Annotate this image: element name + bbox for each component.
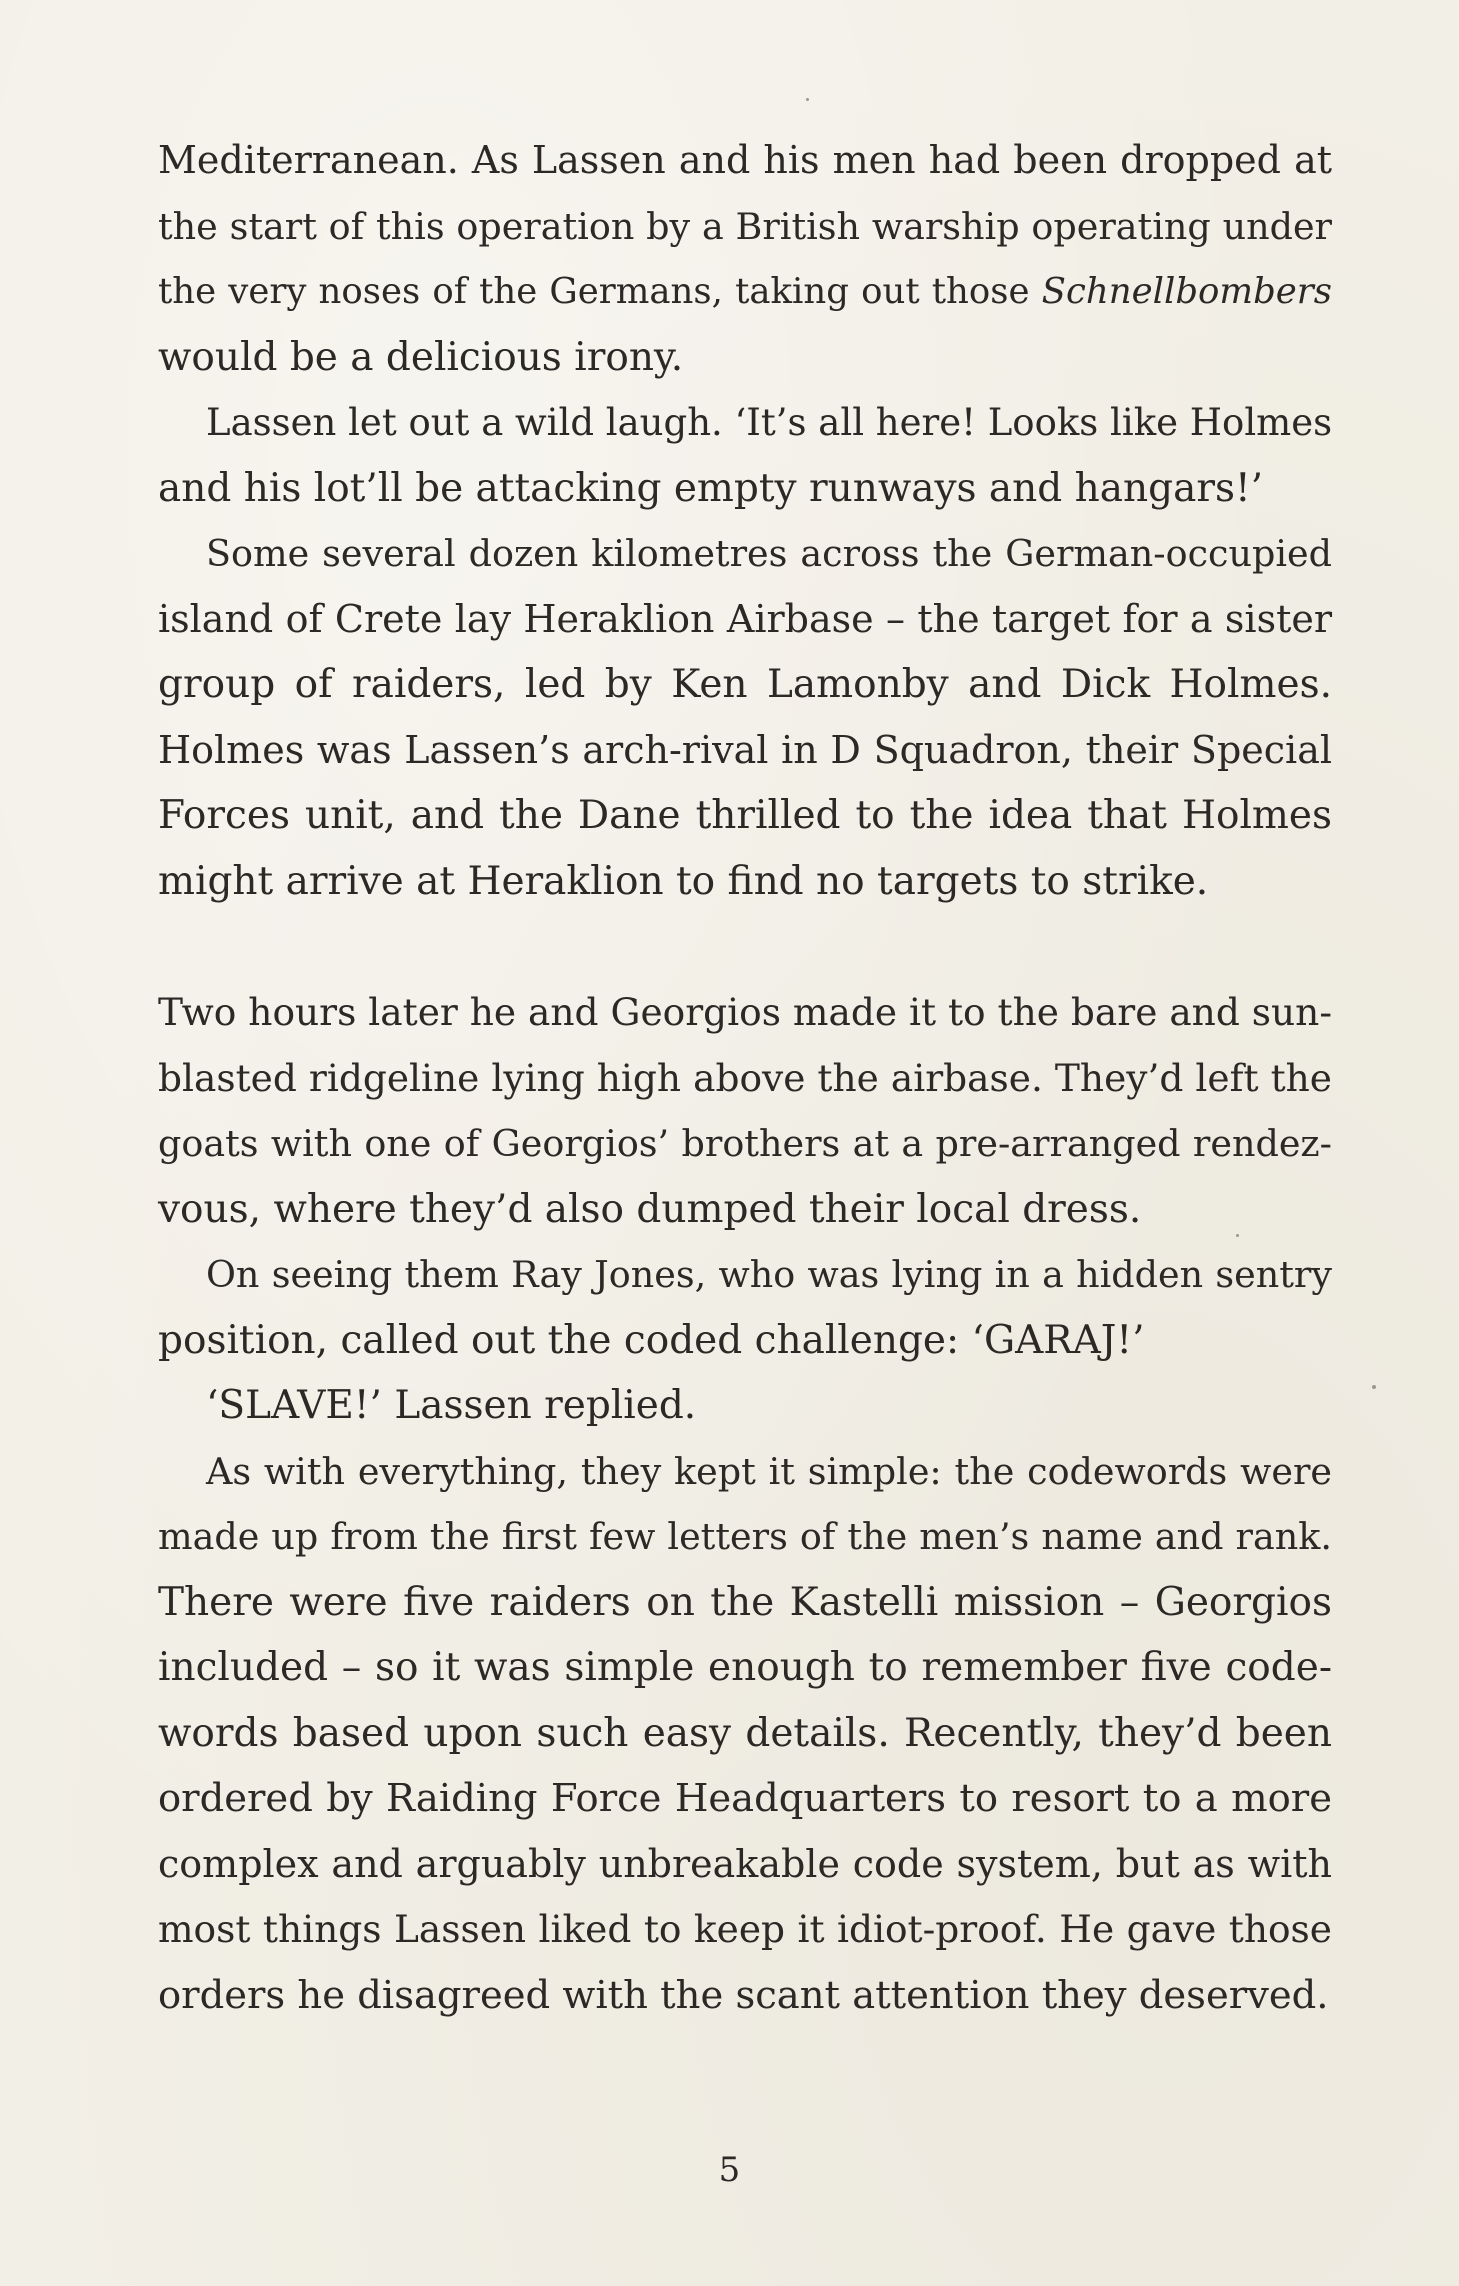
text-line: There were five raiders on the Kastelli mission – Georgios <box>158 1579 1332 1625</box>
text-block-upper <box>158 128 1332 914</box>
text-block-lower <box>158 980 1332 2028</box>
text-line: ordered by Raiding Force Headquarters to resort to a more <box>158 1776 1332 1821</box>
text-line: most things Lassen liked to keep it idiot-proof. He gave those <box>158 1907 1332 1951</box>
page-number: 5 <box>718 2150 741 2190</box>
text-line: orders he disagreed with the scant attention they deserved. <box>158 1972 1329 2018</box>
text-line: words based upon such easy details. Recently, they’d been <box>158 1710 1332 1756</box>
paper-speck <box>1372 1385 1376 1389</box>
text-line: Holmes was Lassen’s arch-rival in D Squadron, their Special <box>158 727 1332 772</box>
text-line: included – so it was simple enough to remember five code- <box>158 1645 1332 1690</box>
text-line: group of raiders, led by Ken Lamonby and Dick Holmes. <box>158 662 1332 707</box>
paper-speck <box>1236 1234 1239 1237</box>
text-line: island of Crete lay Heraklion Airbase – the target for a sister <box>158 596 1332 641</box>
text-line: ‘SLAVE!’ Lassen replied. <box>206 1383 697 1428</box>
text-line: Lassen let out a wild laugh. ‘It’s all here! Looks like Holmes <box>206 401 1333 444</box>
text-line: Mediterranean. As Lassen and his men had been dropped at <box>158 138 1332 182</box>
text-line: As with everything, they kept it simple: the codewords were <box>206 1449 1332 1493</box>
text-line: complex and arguably unbreakable code system, but as with <box>158 1841 1332 1886</box>
text-line: Some several dozen kilometres across the German-occupied <box>206 532 1332 575</box>
text-line: the very noses of the Germans, taking out those Schnellbombers <box>158 271 1332 312</box>
text-line: made up from the first few letters of the men’s name and rank. <box>158 1515 1332 1558</box>
text-line: and his lot’ll be attacking empty runways and hangars!’ <box>158 465 1264 511</box>
text-line: would be a delicious irony. <box>158 334 684 380</box>
text-line: blasted ridgeline lying high above the airbase. They’d left the <box>158 1055 1332 1100</box>
text-line: might arrive at Heraklion to find no targets to strike. <box>158 858 1209 904</box>
text-line: position, called out the coded challenge: ‘GARAJ!’ <box>158 1317 1145 1363</box>
italic-word: Schnellbombers <box>1041 271 1332 312</box>
text-line: the start of this operation by a British warship operating under <box>158 204 1332 248</box>
text-line: goats with one of Georgios’ brothers at a pre-arranged rendez- <box>158 1122 1332 1165</box>
text-line: Two hours later he and Georgios made it to the bare and sun- <box>158 990 1332 1034</box>
text-line: Forces unit, and the Dane thrilled to the idea that Holmes <box>158 793 1332 838</box>
text-line: vous, where they’d also dumped their local dress. <box>158 1186 1142 1232</box>
text-line: On seeing them Ray Jones, who was lying in a hidden sentry <box>206 1253 1332 1296</box>
paper-speck <box>806 98 809 101</box>
